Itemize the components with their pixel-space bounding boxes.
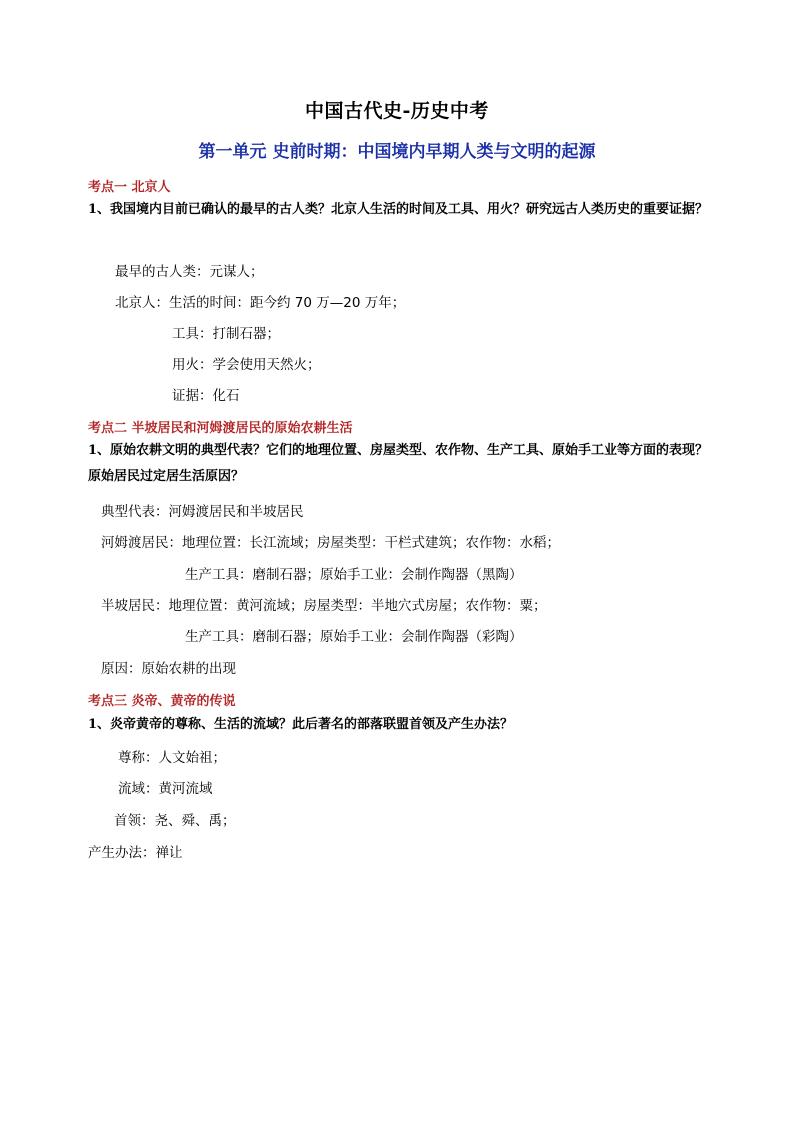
answer-line: 生产工具：磨制石器；原始手工业：会制作陶器（黑陶）: [185, 567, 523, 583]
unit-subtitle: 第一单元 史前时期：中国境内早期人类与文明的起源: [198, 142, 596, 162]
answer-line: 半坡居民：地理位置：黄河流域；房屋类型：半地穴式房屋；农作物：粟；: [101, 598, 547, 614]
page-title: 中国古代史-历史中考: [305, 100, 489, 122]
answer-line: 河姆渡居民：地理位置：长江流域；房屋类型：干栏式建筑；农作物：水稻；: [101, 535, 560, 551]
answer-line: 最早的古人类：元谋人；: [115, 264, 264, 280]
answer-line: 用火：学会使用天然火；: [172, 357, 321, 373]
section-heading-3: 考点三 炎帝、黄帝的传说: [88, 694, 236, 709]
answer-line: 尊称：人文始祖；: [118, 750, 226, 766]
question-3: 1、炎帝黄帝的尊称、生活的流域？此后著名的部落联盟首领及产生办法？: [88, 717, 514, 732]
answer-line: 首领：尧、舜、禹；: [114, 813, 236, 829]
question-2: 1、原始农耕文明的典型代表？它们的地理位置、房屋类型、农作物、生产工具、原始手工业等方面的表现？原始居民过定居生活原因？: [88, 443, 709, 484]
answer-line: 北京人：生活的时间：距今约 70 万—20 万年；: [115, 295, 406, 311]
answer-line: 产生办法：禅让: [88, 845, 183, 861]
answer-line: 证据：化石: [172, 388, 240, 404]
section-heading-1: 考点一 北京人: [88, 180, 171, 195]
answer-line: 工具：打制石器；: [172, 326, 280, 342]
answer-line: 原因：原始农耕的出现: [101, 661, 236, 677]
section-heading-2: 考点二 半坡居民和河姆渡居民的原始农耕生活: [88, 421, 353, 436]
question-1: 1、我国境内目前已确认的最早的古人类？北京人生活的时间及工具、用火？研究远古人类历史的重要证据？: [88, 202, 709, 217]
answer-line: 生产工具：磨制石器；原始手工业：会制作陶器（彩陶）: [185, 629, 523, 645]
answer-line: 典型代表：河姆渡居民和半坡居民: [101, 504, 304, 520]
answer-line: 流域：黄河流域: [118, 781, 213, 797]
